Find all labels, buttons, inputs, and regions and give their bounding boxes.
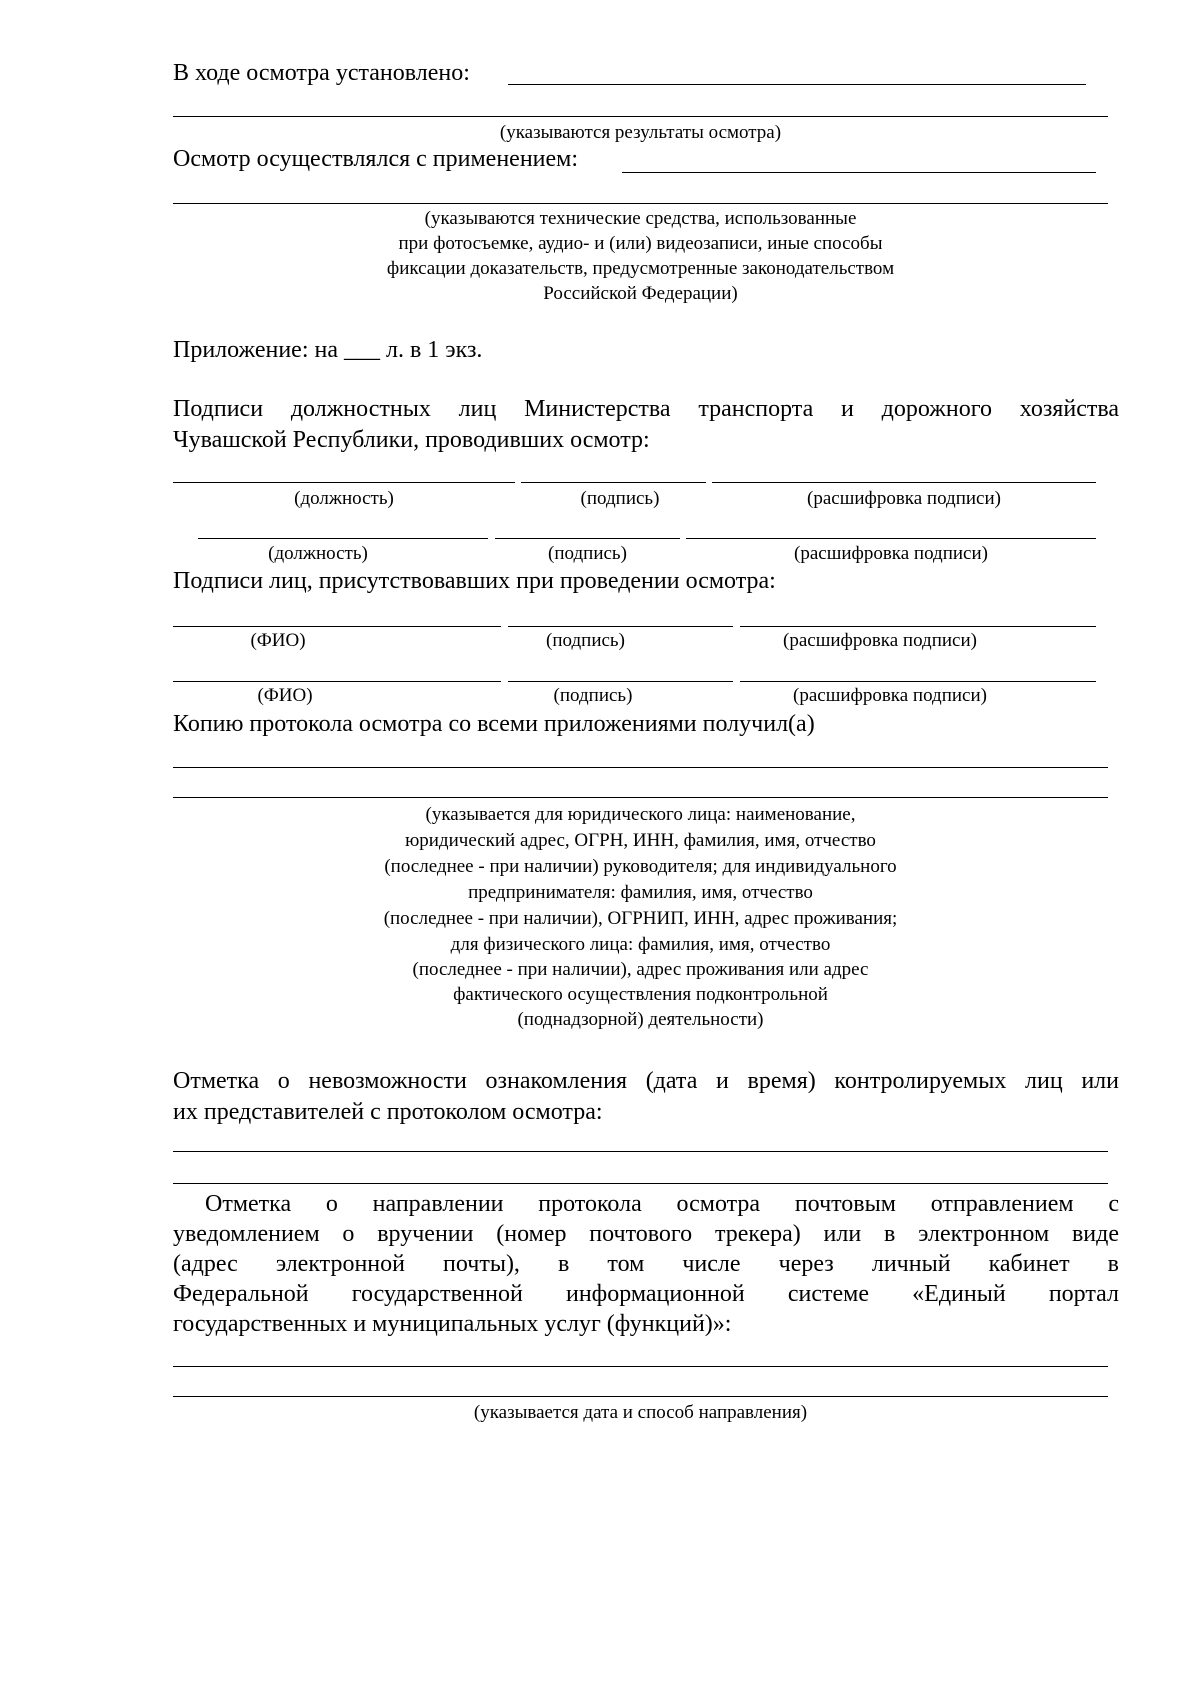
inspection-established-label: В ходе осмотра установлено: <box>173 60 470 86</box>
inspection-result-line <box>173 116 1108 117</box>
impossibility-blank-line-1 <box>173 1151 1108 1152</box>
copy-note-line-4: предпринимателя: фамилия, имя, отчество <box>468 882 813 903</box>
appendix-sheet-count-blank: ___ <box>343 337 380 363</box>
present2-signature-caption: (подпись) <box>553 685 633 706</box>
copy-note-line-6: для физического лица: фамилия, имя, отчество <box>450 934 831 955</box>
copy-note-line-3: (последнее - при наличии) руководителя; для индивидуального <box>384 856 897 877</box>
official2-signature-caption: (подпись) <box>548 543 627 564</box>
impossibility-line-1: Отметка о невозможности ознакомления (дата и время) контролируемых лиц или <box>173 1068 1119 1094</box>
mailing-line-2: уведомлением о вручении (номер почтового трекера) или в электронном виде <box>173 1221 1119 1247</box>
appendix-line <box>173 335 482 365</box>
results-note: (указываются результаты осмотра) <box>499 122 782 143</box>
copy-recipient-line-2 <box>173 797 1108 798</box>
present2-signature-line <box>508 681 733 682</box>
impossibility-blank-line-2 <box>173 1183 1108 1184</box>
appendix-prefix: Приложение: на <box>173 337 338 363</box>
official1-position-line <box>173 482 515 483</box>
present-heading: Подписи лиц, присутствовавших при проведении осмотра: <box>173 568 776 594</box>
present1-signature-caption: (подпись) <box>546 630 625 651</box>
official1-decoding-caption: (расшифровка подписи) <box>807 488 1001 509</box>
inspection-means-blank-line <box>622 172 1096 173</box>
official2-decoding-line <box>686 538 1096 539</box>
means-note-line-1: (указываются технические средства, использованные <box>424 208 857 229</box>
copy-note-line-2: юридический адрес, ОГРН, ИНН, фамилия, имя, отчество <box>405 830 876 851</box>
inspection-means-label: Осмотр осуществлялся с применением: <box>173 146 579 172</box>
officials-heading-line-1: Подписи должностных лиц Министерства транспорта и дорожного хозяйства <box>173 396 1119 422</box>
copy-note-line-1: (указывается для юридического лица: наименование, <box>425 804 856 825</box>
copy-note-line-7: (последнее - при наличии), адрес проживания или адрес <box>412 959 869 980</box>
official2-position-caption: (должность) <box>268 543 368 564</box>
means-note-line-3: фиксации доказательств, предусмотренные законодательством <box>386 258 895 279</box>
mailing-blank-line-1 <box>173 1366 1108 1367</box>
present1-signature-line <box>508 626 733 627</box>
present1-decoding-line <box>740 626 1096 627</box>
official1-signature-caption: (подпись) <box>580 488 660 509</box>
copy-recipient-line-1 <box>173 767 1108 768</box>
official2-position-line <box>198 538 488 539</box>
mailing-line-1: Отметка о направлении протокола осмотра почтовым отправлением с <box>205 1191 1119 1217</box>
mailing-line-4: Федеральной государственной информационной системе «Единый портал <box>173 1281 1119 1307</box>
present2-decoding-line <box>740 681 1096 682</box>
official2-signature-line <box>495 538 680 539</box>
inspection-result-blank-line <box>508 84 1086 85</box>
present1-decoding-caption: (расшифровка подписи) <box>783 630 977 651</box>
officials-heading-line-2: Чувашской Республики, проводивших осмотр: <box>173 427 650 453</box>
means-note-line-2: при фотосъемке, аудио- и (или) видеозаписи, иные способы <box>398 233 883 254</box>
official2-decoding-caption: (расшифровка подписи) <box>794 543 988 564</box>
present1-name-caption: (ФИО) <box>250 630 306 651</box>
present1-name-line <box>173 626 501 627</box>
impossibility-line-2: их представителей с протоколом осмотра: <box>173 1099 603 1125</box>
present2-name-caption: (ФИО) <box>257 685 313 706</box>
mailing-line-3: (адрес электронной почты), в том числе через личный кабинет в <box>173 1251 1119 1277</box>
official1-decoding-line <box>712 482 1096 483</box>
mailing-blank-line-2 <box>173 1396 1108 1397</box>
mailing-note: (указывается дата и способ направления) <box>473 1402 808 1423</box>
present2-decoding-caption: (расшифровка подписи) <box>793 685 987 706</box>
official1-signature-line <box>521 482 706 483</box>
appendix-suffix: л. в 1 экз. <box>385 337 483 363</box>
copy-note-line-8: фактического осуществления подконтрольной <box>453 984 828 1005</box>
copy-note-line-5: (последнее - при наличии), ОГРНИП, ИНН, адрес проживания; <box>383 908 898 929</box>
copy-note-line-9: (поднадзорной) деятельности) <box>517 1009 764 1030</box>
copy-heading: Копию протокола осмотра со всеми приложениями получил(а) <box>173 711 815 737</box>
inspection-means-line <box>173 203 1108 204</box>
mailing-line-5: государственных и муниципальных услуг (функций)»: <box>173 1311 732 1337</box>
means-note-line-4: Российской Федерации) <box>543 283 738 304</box>
present2-name-line <box>173 681 501 682</box>
official1-position-caption: (должность) <box>294 488 394 509</box>
